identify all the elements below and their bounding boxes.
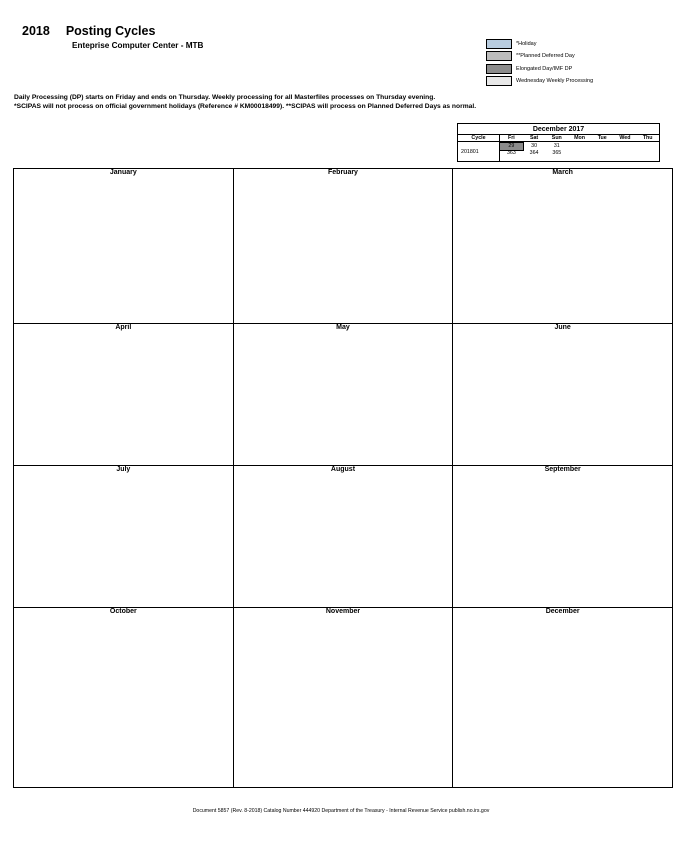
month-december [453, 608, 673, 788]
month-title: August [330, 466, 356, 473]
december-2017-block [457, 123, 660, 162]
day-cell [545, 142, 568, 161]
day-wed: Wed [619, 135, 631, 141]
day-cell [500, 142, 523, 161]
day-sat: Sat [529, 135, 539, 141]
day-cell [523, 142, 546, 161]
dec17-day-names [458, 135, 659, 142]
month-title: March [552, 169, 573, 176]
month-title: September [544, 466, 581, 473]
day-number: 31 [553, 143, 560, 149]
month-february [233, 169, 453, 324]
cycle-header: Cycle [458, 135, 500, 141]
month-may [233, 324, 453, 466]
month-march [453, 169, 673, 324]
months-table [13, 168, 673, 788]
month-august [233, 466, 453, 608]
month-title: January [109, 169, 137, 176]
month-title: April [115, 324, 132, 331]
month-title: October [109, 608, 137, 615]
month-april [14, 324, 234, 466]
day-mon: Mon [574, 135, 585, 141]
legend-label: **Planned Deferred Day [516, 53, 575, 60]
month-september [453, 466, 673, 608]
page-subtitle: Enteprise Computer Center - MTB [72, 41, 204, 50]
note-line-1: Daily Processing (DP) starts on Friday and ends on Thursday. Weekly processing for all Masterfiles processes on Thursday evening. [14, 94, 436, 101]
julian-number: 365 [552, 150, 562, 156]
month-july [14, 466, 234, 608]
month-june [453, 324, 673, 466]
month-october [14, 608, 234, 788]
month-row-2 [14, 324, 673, 466]
day-thu: Thu [642, 135, 653, 141]
legend-holiday [486, 38, 593, 50]
page-title [22, 24, 171, 38]
month-title: July [116, 466, 131, 473]
footer: Document 5857 (Rev. 8-2018) Catalog Number 444920 Department of the Treasury - Internal Revenue Service publish.no.irs.gov [192, 808, 490, 814]
legend-label: Wednesday Weekly Processing [516, 78, 594, 85]
legend-swatch [486, 64, 512, 74]
day-tue: Tue [597, 135, 607, 141]
day-cell [636, 142, 659, 161]
legend-planned-deferred [486, 51, 593, 63]
legend-swatch [486, 51, 512, 61]
month-title: November [325, 608, 361, 615]
month-row-1 [14, 169, 673, 324]
legend-label: Elongated Day/IMF DP [516, 65, 573, 72]
month-title: June [554, 324, 571, 331]
months-grid [13, 168, 673, 788]
cycle-number: 201801 [458, 142, 500, 161]
dec17-row [458, 142, 659, 161]
legend [486, 38, 593, 88]
julian-number: 364 [529, 150, 539, 156]
legend-label: *Holiday [516, 40, 537, 47]
month-november [233, 608, 453, 788]
day-cell [591, 142, 614, 161]
julian-number: 363 [506, 150, 516, 156]
legend-wednesday [486, 76, 593, 88]
note-line-2: *SCIPAS will not process on official government holidays (Reference # KM00018499). **SCIPAS will process on Planned Deferred Days as normal. [14, 103, 477, 110]
month-row-4 [14, 608, 673, 788]
day-cell [568, 142, 591, 161]
month-january [14, 169, 234, 324]
day-cell [614, 142, 637, 161]
legend-elongated [486, 63, 593, 75]
dec17-title: December 2017 [458, 124, 659, 135]
title-label: Posting Cycles [65, 24, 156, 38]
year-label: 2018 [22, 24, 50, 38]
month-title: February [328, 169, 358, 176]
month-row-3 [14, 466, 673, 608]
legend-swatch [486, 39, 512, 49]
day-number: 29 [500, 143, 523, 150]
day-number: 30 [531, 143, 538, 149]
month-title: May [336, 324, 350, 331]
day-sun: Sun [551, 135, 562, 141]
month-title: December [545, 608, 580, 615]
legend-swatch [486, 76, 512, 86]
day-fri: Fri [507, 135, 515, 141]
